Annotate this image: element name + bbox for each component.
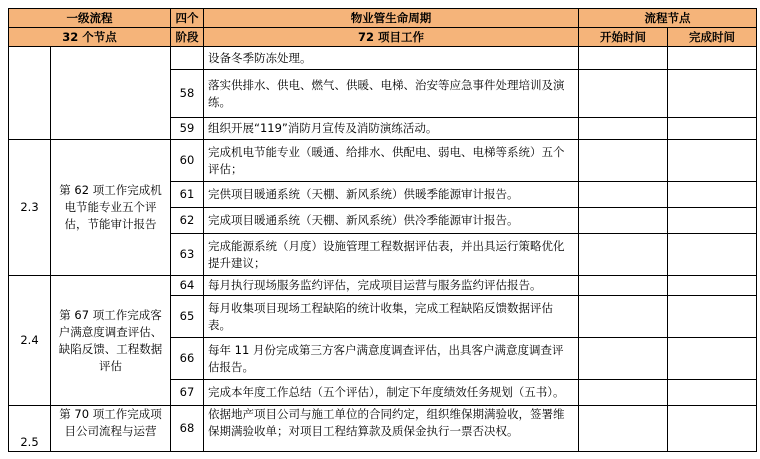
start-time-cell[interactable] [579, 118, 668, 140]
item-number: 67 [171, 380, 204, 406]
end-time-cell[interactable] [668, 338, 757, 380]
header-row-1 [9, 9, 757, 28]
header-work-items: 72 项目工作 [204, 28, 579, 47]
table-row [9, 276, 757, 296]
item-text: 依据地产项目公司与施工单位的合同约定，组织维保期满验收，签署维保期满验收单；对项目工程结算款及质保金执行一票否决权。 [204, 406, 579, 452]
start-time-cell[interactable] [579, 140, 668, 182]
start-time-cell[interactable] [579, 47, 668, 70]
section-id [9, 47, 51, 140]
end-time-cell[interactable] [668, 70, 757, 118]
start-time-cell[interactable] [579, 70, 668, 118]
header-node-count: 32 个节点 [9, 28, 171, 47]
section-id: 2.4 [9, 276, 51, 406]
section-description: 第 67 项工作完成客户满意度调查评估、缺陷反馈、工程数据评估 [51, 276, 171, 406]
item-number: 63 [171, 234, 204, 276]
end-time-cell[interactable] [668, 182, 757, 208]
item-number: 65 [171, 296, 204, 338]
item-text: 完供项目暖通系统（天棚、新风系统）供暖季能源审计报告。 [204, 182, 579, 208]
item-text: 每月执行现场服务监约评估，完成项目运营与服务监约评估报告。 [204, 276, 579, 296]
start-time-cell[interactable] [579, 182, 668, 208]
start-time-cell[interactable] [579, 296, 668, 338]
lifecycle-table [8, 8, 757, 452]
section-id: 2.3 [9, 140, 51, 276]
table-row [9, 140, 757, 182]
item-number: 61 [171, 182, 204, 208]
header-row-2 [9, 28, 757, 47]
item-text: 完成本年度工作总结（五个评估），制定下年度绩效任务规划（五书）。 [204, 380, 579, 406]
item-text: 完成机电节能专业（暖通、给排水、供配电、弱电、电梯等系统）五个评估； [204, 140, 579, 182]
item-number: 64 [171, 276, 204, 296]
header-end-time: 完成时间 [668, 28, 757, 47]
start-time-cell[interactable] [579, 380, 668, 406]
header-start-time: 开始时间 [579, 28, 668, 47]
end-time-cell[interactable] [668, 276, 757, 296]
start-time-cell[interactable] [579, 234, 668, 276]
item-number: 60 [171, 140, 204, 182]
section-id: 2.5 [9, 406, 51, 452]
end-time-cell[interactable] [668, 140, 757, 182]
start-time-cell[interactable] [579, 338, 668, 380]
item-number: 68 [171, 406, 204, 452]
item-text: 每年 11 月份完成第三方客户满意度调查评估，出具客户满意度调查评估报告。 [204, 338, 579, 380]
header-lifecycle: 物业管生命周期 [204, 9, 579, 28]
section-description: 第 70 项工作完成项目公司流程与运营 [51, 406, 171, 452]
end-time-cell[interactable] [668, 118, 757, 140]
header-level1-process: 一级流程 [9, 9, 171, 28]
table-row [9, 47, 757, 70]
item-text: 完成项目暖通系统（天棚、新风系统）供冷季能源审计报告。 [204, 208, 579, 234]
item-text: 组织开展“119”消防月宣传及消防演练活动。 [204, 118, 579, 140]
item-text: 落实供排水、供电、燃气、供暖、电梯、治安等应急事件处理培训及演练。 [204, 70, 579, 118]
end-time-cell[interactable] [668, 47, 757, 70]
item-number: 66 [171, 338, 204, 380]
end-time-cell[interactable] [668, 208, 757, 234]
item-number [171, 47, 204, 70]
header-process-nodes: 流程节点 [579, 9, 757, 28]
section-description [51, 47, 171, 140]
item-text: 完成能源系统（月度）设施管理工程数据评估表，并出具运行策略优化提升建议； [204, 234, 579, 276]
item-text: 设备冬季防冻处理。 [204, 47, 579, 70]
section-description: 第 62 项工作完成机电节能专业五个评估，节能审计报告 [51, 140, 171, 276]
table-row [9, 406, 757, 452]
end-time-cell[interactable] [668, 296, 757, 338]
start-time-cell[interactable] [579, 406, 668, 452]
item-number: 62 [171, 208, 204, 234]
item-text: 每月收集项目现场工程缺陷的统计收集，完成工程缺陷反馈数据评估表。 [204, 296, 579, 338]
end-time-cell[interactable] [668, 406, 757, 452]
item-number: 59 [171, 118, 204, 140]
start-time-cell[interactable] [579, 208, 668, 234]
header-stage: 阶段 [171, 28, 204, 47]
header-four-stages: 四个 [171, 9, 204, 28]
start-time-cell[interactable] [579, 276, 668, 296]
item-number: 58 [171, 70, 204, 118]
end-time-cell[interactable] [668, 380, 757, 406]
end-time-cell[interactable] [668, 234, 757, 276]
